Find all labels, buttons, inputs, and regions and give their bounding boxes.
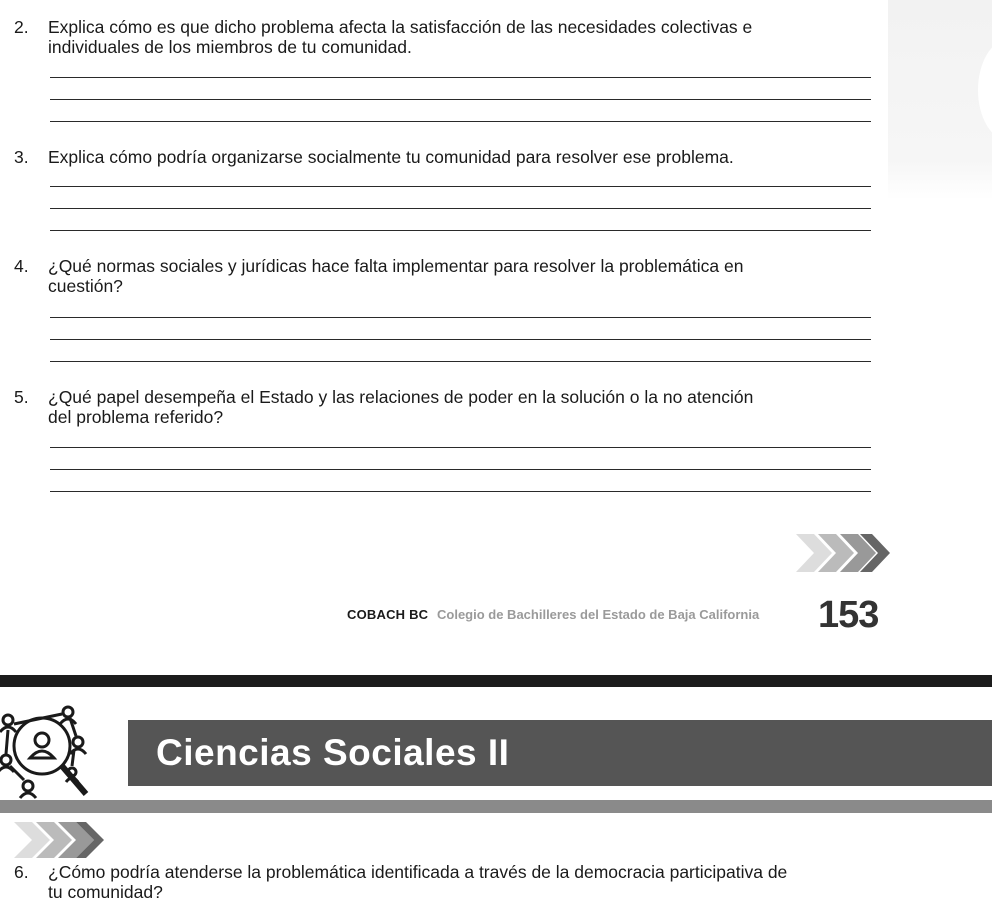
answer-line[interactable] <box>50 361 871 362</box>
subject-title-block <box>128 720 992 786</box>
footer-brand: COBACH BC <box>347 607 429 622</box>
question-number: 2. <box>14 17 29 37</box>
subject-title: Ciencias Sociales II <box>156 732 510 773</box>
header-band-dark <box>0 675 992 687</box>
question-text-line: Explica cómo es que dicho problema afecta la satisfacción de las necesidades colectivas e <box>48 17 753 37</box>
header-band-gray <box>0 800 992 813</box>
question-number: 5. <box>14 387 29 407</box>
chevron-arrows-icon <box>796 534 890 572</box>
question-6 <box>14 862 894 902</box>
answer-line[interactable] <box>50 491 871 492</box>
answer-line[interactable] <box>50 99 871 100</box>
question-text-line: ¿Cómo podría atenderse la problemática identificada a través de la democracia participativa de <box>48 862 788 882</box>
answer-line[interactable] <box>50 339 871 340</box>
answer-line[interactable] <box>50 121 871 122</box>
answer-line[interactable] <box>50 469 871 470</box>
question-text-line: individuales de los miembros de tu comunidad. <box>48 37 412 57</box>
question-2 <box>14 17 894 57</box>
question-text-line: Explica cómo podría organizarse socialmente tu comunidad para resolver ese problema. <box>48 147 734 167</box>
question-number: 6. <box>14 862 29 882</box>
answer-line[interactable] <box>50 317 871 318</box>
question-text-line: ¿Qué papel desempeña el Estado y las relaciones de poder en la solución o la no atención <box>48 387 754 407</box>
side-shade <box>888 0 992 200</box>
question-text-line: cuestión? <box>48 276 123 296</box>
chevron-arrows-icon <box>14 822 104 858</box>
community-search-icon <box>0 700 110 800</box>
answer-line[interactable] <box>50 230 871 231</box>
answer-line[interactable] <box>50 77 871 78</box>
question-number: 4. <box>14 256 29 276</box>
question-5 <box>14 387 894 427</box>
question-text-line: tu comunidad? <box>48 882 163 902</box>
question-text-line: ¿Qué normas sociales y jurídicas hace falta implementar para resolver la problemática en <box>48 256 744 276</box>
question-3 <box>14 147 894 167</box>
question-text-line: del problema referido? <box>48 407 224 427</box>
answer-line[interactable] <box>50 447 871 448</box>
question-number: 3. <box>14 147 29 167</box>
page-number: 153 <box>818 594 879 636</box>
answer-line[interactable] <box>50 208 871 209</box>
footer-college: Colegio de Bachilleres del Estado de Baja California <box>437 607 760 622</box>
question-4 <box>14 256 894 296</box>
answer-line[interactable] <box>50 186 871 187</box>
